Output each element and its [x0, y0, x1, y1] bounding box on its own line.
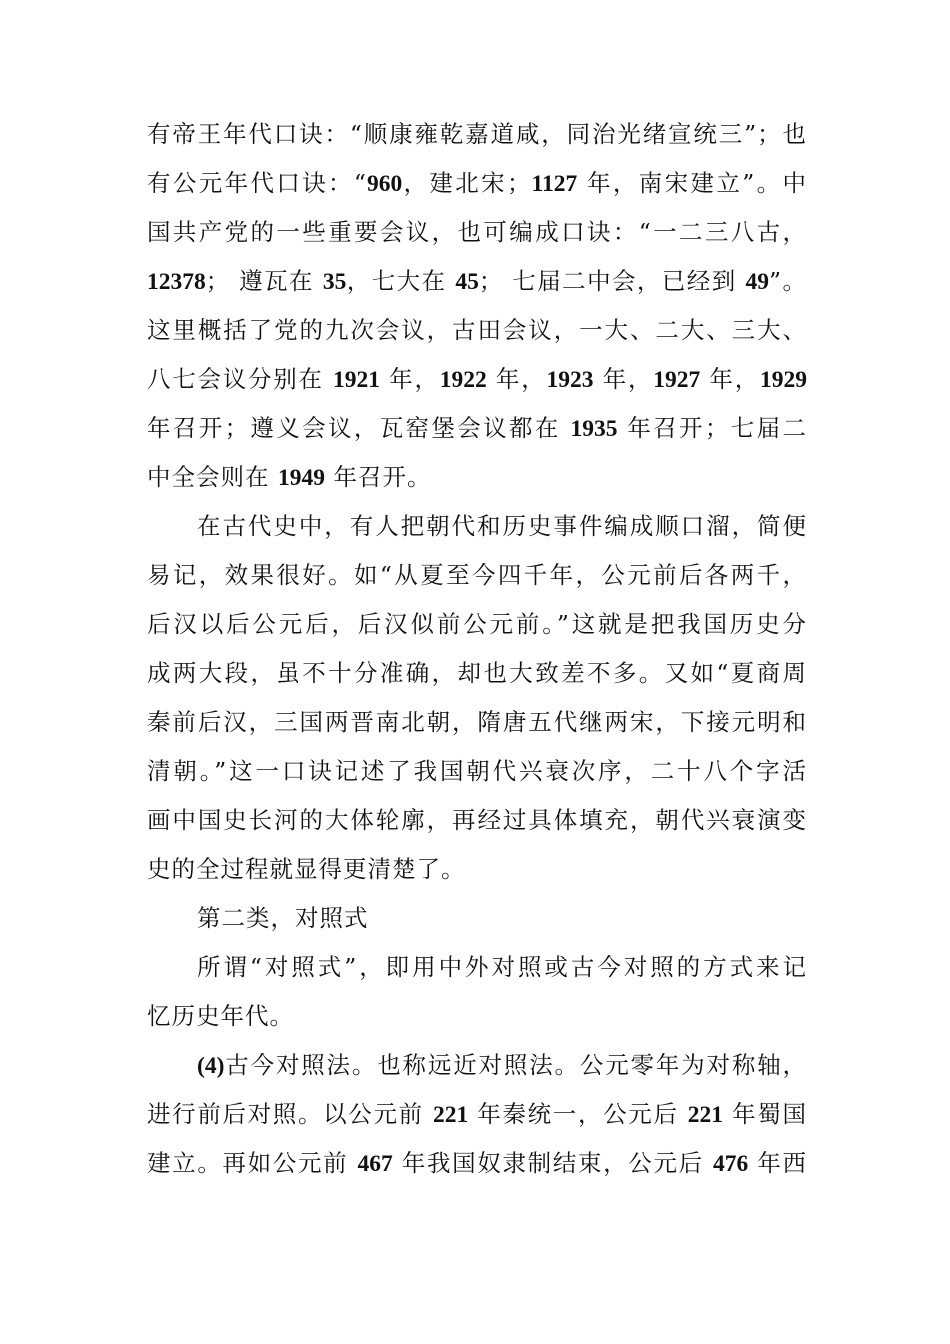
bold-number: 960: [366, 171, 403, 197]
text-segment: ； 遵瓦在: [205, 267, 323, 295]
bold-number: 1929: [759, 367, 807, 393]
text-segment: 八七会议分别在: [147, 365, 334, 393]
text-line: [147, 747, 807, 796]
text-segment: 年，: [486, 365, 547, 393]
text-line: [147, 110, 807, 159]
bold-number: 45: [455, 269, 479, 295]
bold-number: 49: [745, 269, 770, 295]
text-line: [147, 551, 807, 600]
text-line: [147, 600, 807, 649]
text-segment: 在古代史中，有人把朝代和历史事件编成顺口溜，简便: [197, 512, 807, 540]
bold-number: 12378: [147, 269, 206, 295]
text-line: [147, 355, 807, 404]
text-segment: 所谓“对照式”，即用中外对照或古今对照的方式来记: [197, 953, 807, 981]
text-segment: 史的全过程就显得更清楚了。: [147, 855, 466, 883]
text-segment: 清朝。”这一口诀记述了我国朝代兴衰次序，二十八个字活: [147, 757, 807, 785]
text-line: [147, 1090, 807, 1139]
bold-number: 1922: [439, 367, 487, 393]
document-page: [147, 110, 807, 1188]
text-line: [147, 845, 807, 894]
text-line: [147, 992, 807, 1041]
bold-number: 1927: [653, 367, 701, 393]
text-segment: 秦前后汉，三国两晋南北朝，隋唐五代继两宋，下接元明和: [147, 708, 807, 736]
text-line: [147, 698, 807, 747]
text-segment: 年西: [748, 1149, 807, 1177]
text-segment: 有公元年代口诀：“: [147, 169, 367, 197]
text-line: [147, 306, 807, 355]
bold-number: 35: [322, 269, 347, 295]
bold-number: 467: [357, 1151, 393, 1177]
text-segment: 画中国史长河的大体轮廓，再经过具体填充，朝代兴衰演变: [147, 806, 807, 834]
text-segment: 中全会则在: [147, 463, 278, 491]
text-segment: 建立。再如公元前: [147, 1149, 358, 1177]
text-segment: 古今对照法。也称远近对照法。公元零年为对称轴，: [224, 1051, 807, 1079]
bold-number: 1935: [570, 416, 618, 442]
bold-number: 1127: [531, 171, 578, 197]
text-segment: 第二类，对照式: [197, 904, 369, 932]
text-segment: 有帝王年代口诀：“顺康雍乾嘉道咸，同治光绪宣统三”；也: [147, 120, 807, 148]
text-segment: 成两大段，虽不十分准确，却也大致差不多。又如“夏商周: [147, 659, 807, 687]
text-segment: 年召开。: [324, 463, 432, 491]
text-segment: ，七大在: [346, 267, 456, 295]
text-line: [147, 1041, 807, 1090]
text-line: [147, 894, 807, 943]
text-segment: 进行前后对照。以公元前: [147, 1100, 433, 1128]
text-segment: 年，: [380, 365, 440, 393]
text-segment: 年召开；遵义会议，瓦窑堡会议都在: [147, 414, 571, 442]
text-segment: 年，南宋建立”。中: [577, 169, 808, 197]
text-segment: 年我国奴隶制结束，公元后: [392, 1149, 713, 1177]
text-segment: 年蜀国: [723, 1100, 807, 1128]
text-line: [147, 404, 807, 453]
text-segment: 年召开；七届二: [617, 414, 807, 442]
text-line: [147, 257, 807, 306]
bold-number: (4): [197, 1053, 225, 1079]
text-segment: 年秦统一，公元后: [468, 1100, 688, 1128]
text-segment: 年，: [700, 365, 760, 393]
text-segment: 易记，效果很好。如“从夏至今四千年，公元前后各两千，: [147, 561, 807, 589]
text-segment: 年，: [593, 365, 654, 393]
text-line: [147, 649, 807, 698]
bold-number: 1921: [333, 367, 381, 393]
text-line: [147, 453, 807, 502]
bold-number: 1949: [277, 465, 325, 491]
text-segment: ”。: [769, 267, 807, 295]
text-segment: ； 七届二中会，已经到: [478, 267, 746, 295]
text-line: [147, 208, 807, 257]
text-line: [147, 502, 807, 551]
text-segment: 这里概括了党的九次会议，古田会议，一大、二大、三大、: [147, 316, 807, 344]
text-line: [147, 796, 807, 845]
text-segment: 后汉以后公元后，后汉似前公元前。”这就是把我国历史分: [147, 610, 807, 638]
text-line: [147, 159, 807, 208]
text-line: [147, 1139, 807, 1188]
bold-number: 221: [432, 1102, 469, 1128]
text-segment: ，建北宋；: [402, 169, 532, 197]
bold-number: 221: [687, 1102, 724, 1128]
text-line: [147, 943, 807, 992]
bold-number: 1923: [546, 367, 594, 393]
text-segment: 国共产党的一些重要会议，也可编成口诀：“一二三八古，: [147, 218, 807, 246]
text-segment: 忆历史年代。: [147, 1002, 294, 1030]
bold-number: 476: [712, 1151, 749, 1177]
